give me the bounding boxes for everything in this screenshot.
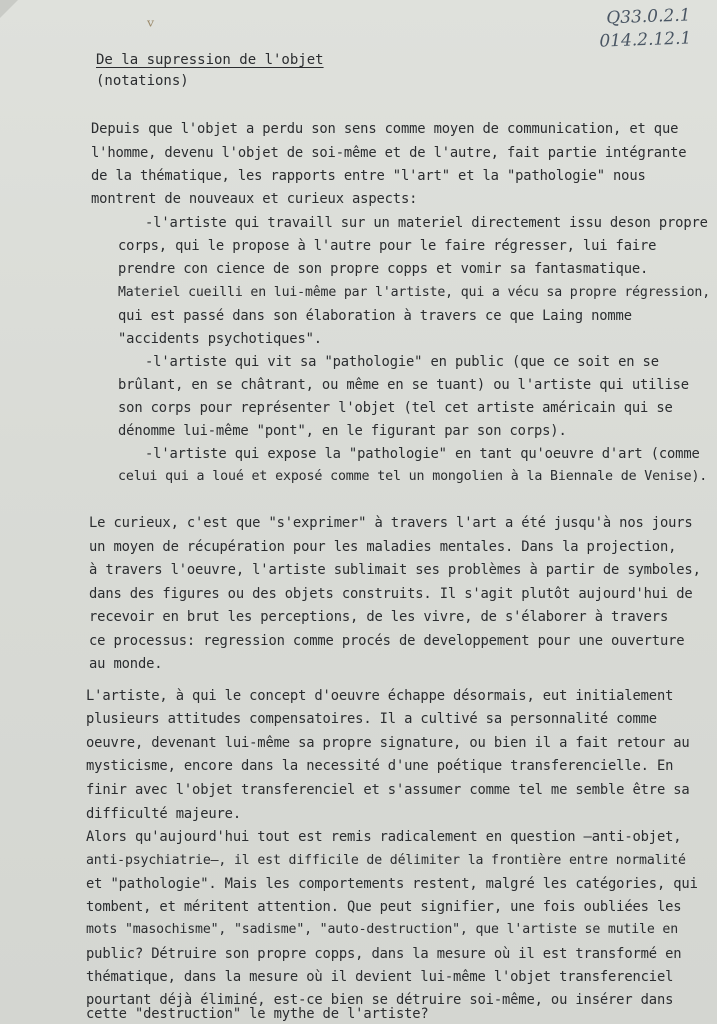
body-line-8: Materiel cueilli en lui-même par l'artiste, qui a vécu sa propre régression, bbox=[118, 285, 711, 300]
body-line-29: difficulté majeure. bbox=[86, 806, 241, 822]
body-line-11: -l'artiste qui vit sa "pathologie" en public (que ce soit en se bbox=[145, 354, 659, 370]
body-line-28: finir avec l'objet transferenciel et s'assumer comme tel me semble être sa bbox=[86, 782, 690, 798]
body-line-32: et "pathologie". Mais les comportements restent, malgré les catégories, qui bbox=[86, 876, 698, 892]
body-line-3: de la thématique, les rapports entre "l'art" et la "pathologie" nous bbox=[91, 168, 646, 184]
archive-reference-codes bbox=[598, 4, 691, 53]
body-line-21: recevoir en brut les perceptions, de les vivre, de s'élaborer à travers bbox=[89, 609, 669, 625]
body-line-34: mots "masochisme", "sadisme", "auto-destruction", que l'artiste se mutile en bbox=[86, 922, 679, 937]
body-line-30: Alors qu'aujourd'hui tout est remis radicalement en question —anti-objet, bbox=[86, 829, 682, 845]
body-line-16: celui qui a loué et exposé comme tel un mongolien à la Biennale de Venise). bbox=[118, 469, 708, 484]
body-line-23: au monde. bbox=[89, 656, 163, 672]
body-line-33: tombent, et méritent attention. Que peut signifier, une fois oubliées les bbox=[86, 899, 682, 915]
body-line-2: l'homme, devenu l'objet de soi-même et de l'autre, fait partie intégrante bbox=[91, 145, 687, 161]
body-line-19: à travers l'oeuvre, l'artiste sublimait ses problèmes à partir de symboles, bbox=[89, 562, 701, 578]
body-line-25: plusieurs attitudes compensatoires. Il a cultivé sa personnalité comme bbox=[86, 711, 657, 727]
body-line-18: un moyen de récupération pour les maladies mentales. Dans la projection, bbox=[89, 539, 677, 555]
body-line-12: brûlant, en se châtrant, ou même en se tuant) ou l'artiste qui utilise bbox=[118, 377, 689, 393]
body-line-15: -l'artiste qui expose la "pathologie" en tant qu'oeuvre d'art (comme bbox=[145, 446, 700, 462]
body-line-14: dénomme lui-même "pont", en le figurant par son corps). bbox=[118, 423, 567, 439]
body-line-9: qui est passé dans son élaboration à travers ce que Laing nomme bbox=[118, 308, 632, 324]
body-line-7: prendre con cience de son propre copps et vomir sa fantasmatique. bbox=[118, 261, 649, 277]
body-line-13: son corps pour représenter l'objet (tel cet artiste américain qui se bbox=[118, 400, 673, 416]
body-line-27: mysticisme, encore dans la necessité d'une poétique transferencielle. En bbox=[86, 758, 674, 774]
archive-code-1: Q33.0.2.1 bbox=[606, 5, 691, 29]
folded-corner bbox=[0, 0, 18, 18]
body-line-17: Le curieux, c'est que "s'exprimer" à travers l'art a été jusqu'à nos jours bbox=[89, 515, 693, 531]
body-line-4: montrent de nouveaux et curieux aspects: bbox=[91, 191, 418, 207]
body-line-36: thématique, dans la mesure où il devient lui-même l'objet transferenciel bbox=[86, 969, 674, 985]
body-line-31: anti-psychiatrie—, il est difficile de délimiter la frontière entre normalité bbox=[86, 853, 686, 868]
faint-handwritten-mark: ᵛ bbox=[147, 14, 155, 38]
body-line-20: dans des figures ou des objets construits. Il s'agit plutôt aujourd'hui de bbox=[89, 586, 693, 602]
document-subtitle: (notations) bbox=[96, 73, 189, 89]
archive-code-2: 014.2.12.1 bbox=[599, 28, 692, 52]
body-line-26: oeuvre, devenant lui-même sa propre signature, ou bien il a fait retour au bbox=[86, 735, 690, 751]
body-line-6: corps, qui le propose à l'autre pour le faire régresser, lui faire bbox=[118, 238, 657, 254]
body-line-22: ce processus: regression comme procés de developpement pour une ouverture bbox=[89, 633, 685, 649]
body-line-10: "accidents psychotiques". bbox=[118, 331, 322, 347]
body-line-37: pourtant déjà éliminé, est-ce bien se détruire soi-même, ou insérer dans bbox=[86, 992, 674, 1008]
body-line-38: cette "destruction" le mythe de l'artiste? bbox=[86, 1006, 429, 1022]
body-line-1: Depuis que l'objet a perdu son sens comme moyen de communication, et que bbox=[91, 121, 679, 137]
document-header bbox=[96, 50, 324, 92]
body-line-24: L'artiste, à qui le concept d'oeuvre échappe désormais, eut initialement bbox=[86, 688, 674, 704]
body-line-5: -l'artiste qui travaill sur un materiel directement issu deson propre bbox=[145, 215, 708, 231]
body-line-35: public? Détruire son propre copps, dans la mesure où il est transformé en bbox=[86, 946, 682, 962]
document-title: De la supression de l'objet bbox=[96, 52, 324, 68]
